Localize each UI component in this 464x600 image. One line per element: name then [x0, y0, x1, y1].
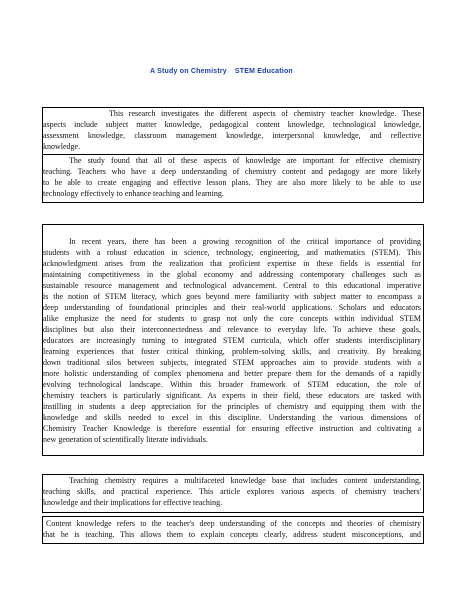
paragraph-line: down traditional silos between subjects, integrated STEM approaches aim to provide students with a — [43, 358, 421, 367]
paragraph-line: teaching. Teachers who have a deep understanding of chemistry content and pedagogy are more likely — [43, 167, 421, 176]
paragraph-line: chemistry teachers is particularly significant. As experts in their field, these educators are tasked with — [43, 391, 421, 400]
paragraph-line: to be able to create engaging and effective lesson plans. They are also more likely to be able to use — [43, 178, 421, 187]
paragraph-line: The study found that all of these aspects of knowledge are important for effective chemistry — [69, 156, 421, 165]
paragraph-line: alike emphasize the need for students to grasp not only the core concepts within individual STEM — [43, 314, 421, 323]
paragraph-line: teaching skills, and practical experience. This article explores various aspects of chemistry teachers' — [43, 487, 421, 496]
paragraph-line: sustainable resource management and technological advancement. Central to this educational imperative — [43, 281, 421, 290]
paragraph-3 — [43, 236, 421, 445]
paragraph-line: instilling in students a deep appreciation for the principles of chemistry and equipping them with the — [43, 402, 421, 411]
paragraph-line: deep understanding of foundational principles and their real-world applications. Scholars and educators — [43, 303, 421, 312]
paragraph-line: students with a robust education in science, technology, engineering, and mathematics (STEM). This — [43, 248, 421, 257]
paragraph-line: evolving technological landscape. Within this broader framework of STEM education, the role of — [43, 380, 421, 389]
paragraph-line: Content knowledge refers to the teacher's deep understanding of the concepts and theories of chemistry — [46, 519, 421, 528]
paragraph-1 — [43, 108, 421, 152]
paragraph-line: knowledge. — [43, 142, 81, 151]
paragraph-line: is the notion of STEM literacy, which goes beyond mere familiarity with subject matter to encompass a — [43, 292, 421, 301]
paragraph-line: educators are increasingly turning to integrated STEM curricula, which offer students interdisciplinary — [43, 336, 421, 345]
paragraph-line: new generation of scientifically literate individuals. — [43, 435, 208, 444]
paragraph-line: that he is teaching. This allows them to explain concepts clearly, address student misconceptions, and — [43, 530, 421, 539]
document-heading — [150, 68, 350, 75]
paragraph-line: Chemistry Teacher Knowledge is therefore essential for ensuring effective instruction and cultivating a — [43, 424, 421, 433]
paragraph-line: acknowledgment arises from the realization that proficient expertise in these fields is essential for — [43, 259, 421, 268]
paragraph-line: knowledge and skills needed to excel in this discipline. Understanding the various dimensions of — [43, 413, 421, 422]
paragraph-line: This research investigates the different aspects of chemistry teacher knowledge. These — [109, 109, 421, 118]
paragraph-line: more holistic understanding of complex phenomena and better prepare them for the demands of a rapidly — [43, 369, 421, 378]
paragraph-line: Teaching chemistry requires a multifaceted knowledge base that includes content understanding, — [69, 476, 421, 485]
paragraph-line: learning experiences that foster critical thinking, problem-solving skills, and creativity. By breaking — [43, 347, 421, 356]
paragraph-5 — [43, 518, 421, 540]
paragraph-line: assessment knowledge, classroom management knowledge, interpersonal knowledge, and reflective — [43, 131, 421, 140]
paragraph-line: In recent years, there has been a growing recognition of the critical importance of providing — [69, 237, 421, 246]
paragraph-line: aspects include subject matter knowledge, pedagogical content knowledge, technological knowledge, — [43, 120, 421, 129]
paragraph-line: knowledge and their implications for effective teaching. — [43, 498, 223, 507]
heading-part-2: STEM Education — [234, 68, 293, 75]
heading-part-1: A Study on Chemistry — [150, 68, 227, 75]
paragraph-2 — [43, 155, 421, 199]
paragraph-line: technology effectively to enhance teaching and learning. — [43, 189, 224, 198]
paragraph-4 — [43, 475, 421, 508]
paragraph-line: maintaining competitiveness in the global economy and addressing contemporary challenges such as — [43, 270, 421, 279]
paragraph-line: disciplines but also their interconnectedness and relevance to everyday life. To achieve these goals, — [43, 325, 421, 334]
